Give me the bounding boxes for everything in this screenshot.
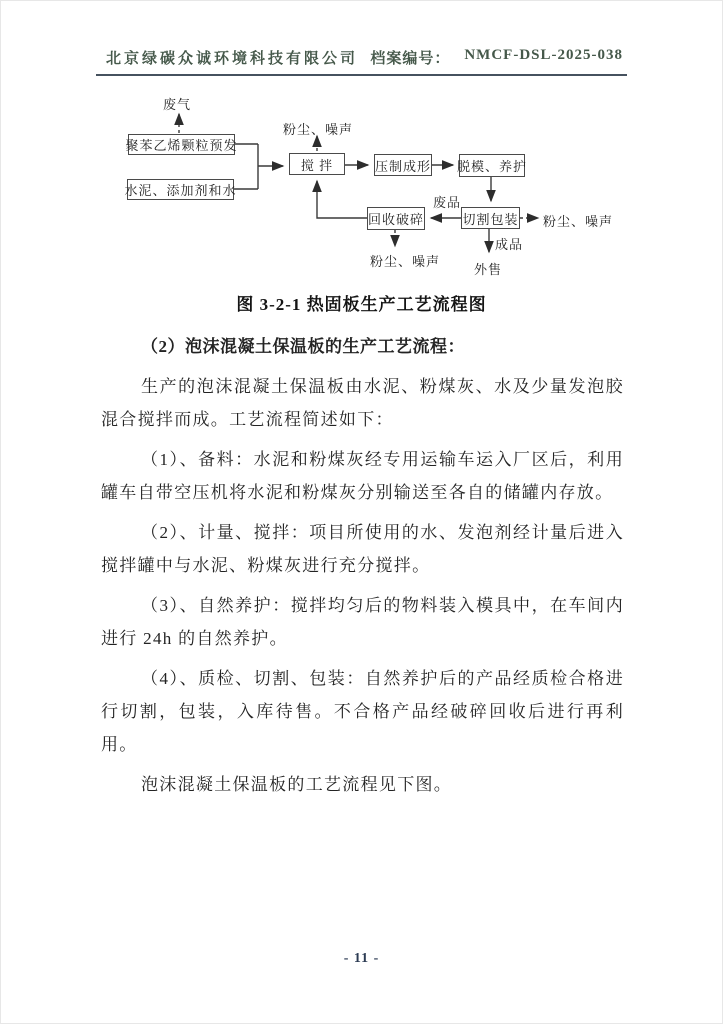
label-scrap: 废品 <box>433 195 462 210</box>
section-heading: （2）泡沫混凝土保温板的生产工艺流程： <box>141 337 465 356</box>
label-dust-noise-mix: 粉尘、噪声 <box>283 122 354 137</box>
label-waste-gas: 废气 <box>163 97 192 112</box>
paragraph-intro: 生产的泡沫混凝土保温板由水泥、粉煤灰、水及少量发泡胶混合搅拌而成。工艺流程简述如下： <box>101 377 624 429</box>
flow-node-mixing: 搅 拌 <box>289 153 345 175</box>
flow-node-cement-additives-water: 水泥、添加剂和水 <box>127 179 234 200</box>
flow-node-cutting-packing: 切割包装 <box>461 207 520 229</box>
label-dust-noise-recycle: 粉尘、噪声 <box>370 254 441 269</box>
paragraph-step-3: （3）、自然养护：搅拌均匀后的物料装入模具中，在车间内进行 24h 的自然养护。 <box>101 596 624 648</box>
document-header <box>96 1 627 76</box>
doc-number-group <box>370 47 623 68</box>
label-dust-noise-cut: 粉尘、噪声 <box>543 214 614 229</box>
doc-number-label: 档案编号： <box>370 51 451 67</box>
paragraph-step-2: （2）、计量、搅拌：项目所使用的水、发泡剂经计量后进入搅拌罐中与水泥、粉煤灰进行充分搅拌。 <box>101 523 624 575</box>
flow-node-recycle-crushing: 回收破碎 <box>367 207 425 230</box>
label-finished-product: 成品 <box>495 237 524 252</box>
doc-number-value: NMCF-DSL-2025-038 <box>464 47 623 63</box>
process-flowchart <box>111 91 631 281</box>
company-name: 北京绿碳众诚环境科技有限公司 <box>106 51 359 67</box>
paragraph-step-4: （4）、质检、切割、包装：自然养护后的产品经质检合格进行切割，包装，入库待售。不合格产品经破碎回收后进行再利用。 <box>101 669 624 754</box>
paragraph-step-1: （1）、备料：水泥和粉煤灰经专用运输车运入厂区后，利用罐车自带空压机将水泥和粉煤灰分别输送至各自的储罐内存放。 <box>101 450 624 502</box>
label-external-sale: 外售 <box>474 262 503 277</box>
flow-node-press-forming: 压制成形 <box>374 154 432 176</box>
flow-node-demold-curing: 脱模、养护 <box>459 154 525 177</box>
page-number: - 11 - <box>343 951 380 966</box>
paragraph-closing: 泡沫混凝土保温板的工艺流程见下图。 <box>141 775 453 794</box>
figure-caption: 图 3-2-1 热固板生产工艺流程图 <box>236 295 487 314</box>
flow-node-eps-preexpansion: 聚苯乙烯颗粒预发 <box>128 134 235 155</box>
body-content <box>101 330 624 801</box>
